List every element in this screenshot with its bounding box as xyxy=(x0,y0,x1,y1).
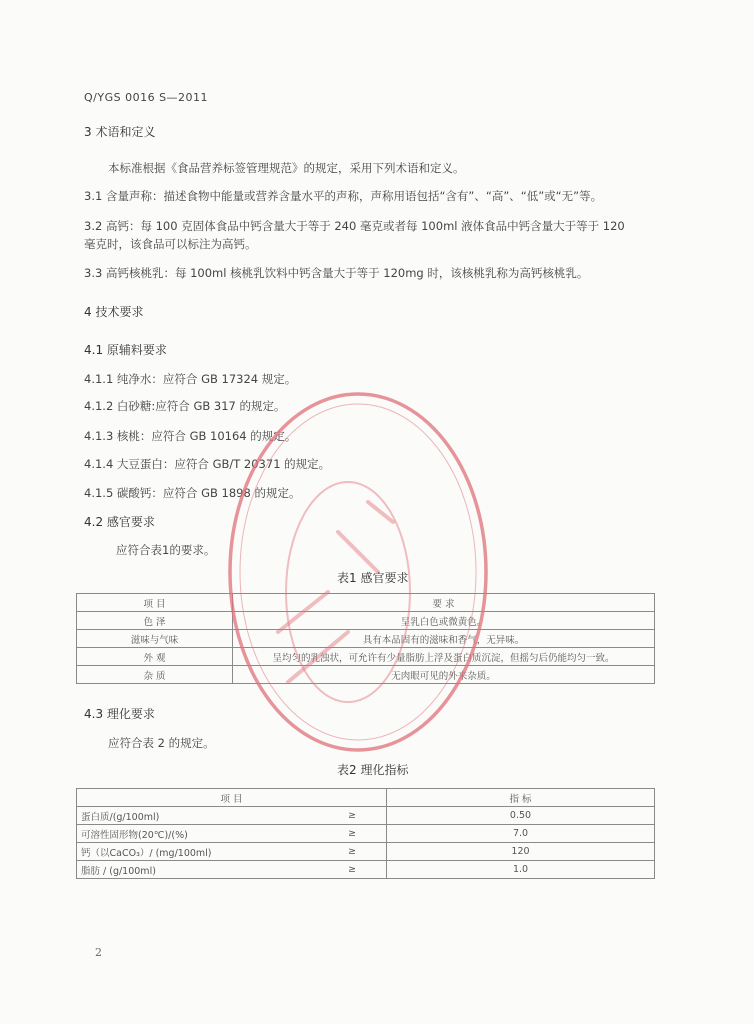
table-row xyxy=(77,666,655,684)
definition-3-3: 3.3 高钙核桃乳：每 100ml 核桃乳饮料中钙含量大于等于 120mg 时，该核桃乳称为高钙核桃乳。 xyxy=(84,266,589,280)
table-cell: 蛋白质/(g/100ml) xyxy=(77,807,319,825)
table-header-row xyxy=(77,594,655,612)
table-row xyxy=(77,630,655,648)
table2-caption: 表2 理化指标 xyxy=(337,763,409,777)
table-row xyxy=(77,843,655,861)
table-cell: ≥ xyxy=(318,843,387,861)
table-row xyxy=(77,612,655,630)
table-row xyxy=(77,825,655,843)
section-4-2-heading: 4.2 感官要求 xyxy=(84,515,155,529)
requirement-4-1-4: 4.1.4 大豆蛋白：应符合 GB/T 20371 的规定。 xyxy=(84,457,331,471)
table-cell: 脂肪 / (g/100ml) xyxy=(77,861,319,879)
table-cell: ≥ xyxy=(318,807,387,825)
table-cell: 钙（以CaCO₃）/ (mg/100ml) xyxy=(77,843,319,861)
table-cell: 7.0 xyxy=(387,825,655,843)
definition-3-1: 3.1 含量声称：描述食物中能量或营养含量水平的声称，声称用语包括“含有”、“高”、“低”或“无”等。 xyxy=(84,189,603,203)
table-cell: 杂 质 xyxy=(77,666,233,684)
table-cell: 外 观 xyxy=(77,648,233,666)
table-cell: 具有本品固有的滋味和香气，无异味。 xyxy=(233,630,655,648)
table-cell: 可溶性固形物(20℃)/(%) xyxy=(77,825,319,843)
requirement-4-1-5: 4.1.5 碳酸钙：应符合 GB 1898 的规定。 xyxy=(84,486,301,500)
section-4-2-text: 应符合表1的要求。 xyxy=(116,543,216,557)
table-cell: 色 泽 xyxy=(77,612,233,630)
table-cell: 呈均匀的乳浊状，可允许有少量脂肪上浮及蛋白质沉淀，但摇匀后仍能均匀一致。 xyxy=(233,648,655,666)
table-header-cell: 指 标 xyxy=(387,789,655,807)
section-4-3-heading: 4.3 理化要求 xyxy=(84,707,155,721)
table-row xyxy=(77,861,655,879)
section-3-intro: 本标准根据《食品营养标签管理规范》的规定，采用下列术语和定义。 xyxy=(108,161,465,175)
section-4-3-text: 应符合表 2 的规定。 xyxy=(108,736,215,750)
physicochemical-table xyxy=(76,788,655,879)
table-cell: 滋味与气味 xyxy=(77,630,233,648)
table-header-cell: 项 目 xyxy=(77,789,387,807)
table-cell: ≥ xyxy=(318,861,387,879)
definition-3-2-line2: 毫克时，该食品可以标注为高钙。 xyxy=(84,237,257,251)
table-cell: ≥ xyxy=(318,825,387,843)
table-cell: 无肉眼可见的外来杂质。 xyxy=(233,666,655,684)
requirement-4-1-3: 4.1.3 核桃：应符合 GB 10164 的规定。 xyxy=(84,429,297,443)
standard-number: Q/YGS 0016 S—2011 xyxy=(84,91,209,104)
section-3-heading: 3 术语和定义 xyxy=(84,125,156,139)
table-header-row xyxy=(77,789,655,807)
section-4-heading: 4 技术要求 xyxy=(84,305,144,319)
requirement-4-1-1: 4.1.1 纯净水：应符合 GB 17324 规定。 xyxy=(84,372,297,386)
table-cell: 1.0 xyxy=(387,861,655,879)
definition-3-2-line1: 3.2 高钙：每 100 克固体食品中钙含量大于等于 240 毫克或者每 100ml 液体食品中钙含量大于等于 120 xyxy=(84,219,625,233)
page-number: 2 xyxy=(95,946,102,959)
table-header-cell: 项 目 xyxy=(77,594,233,612)
sensory-table xyxy=(76,593,655,684)
table-row xyxy=(77,807,655,825)
table-cell: 120 xyxy=(387,843,655,861)
table-cell: 呈乳白色或微黄色。 xyxy=(233,612,655,630)
requirement-4-1-2: 4.1.2 白砂糖:应符合 GB 317 的规定。 xyxy=(84,399,286,413)
table-row xyxy=(77,648,655,666)
table1-caption: 表1 感官要求 xyxy=(337,571,409,585)
section-4-1-heading: 4.1 原辅料要求 xyxy=(84,343,167,357)
table-header-cell: 要 求 xyxy=(233,594,655,612)
table-cell: 0.50 xyxy=(387,807,655,825)
